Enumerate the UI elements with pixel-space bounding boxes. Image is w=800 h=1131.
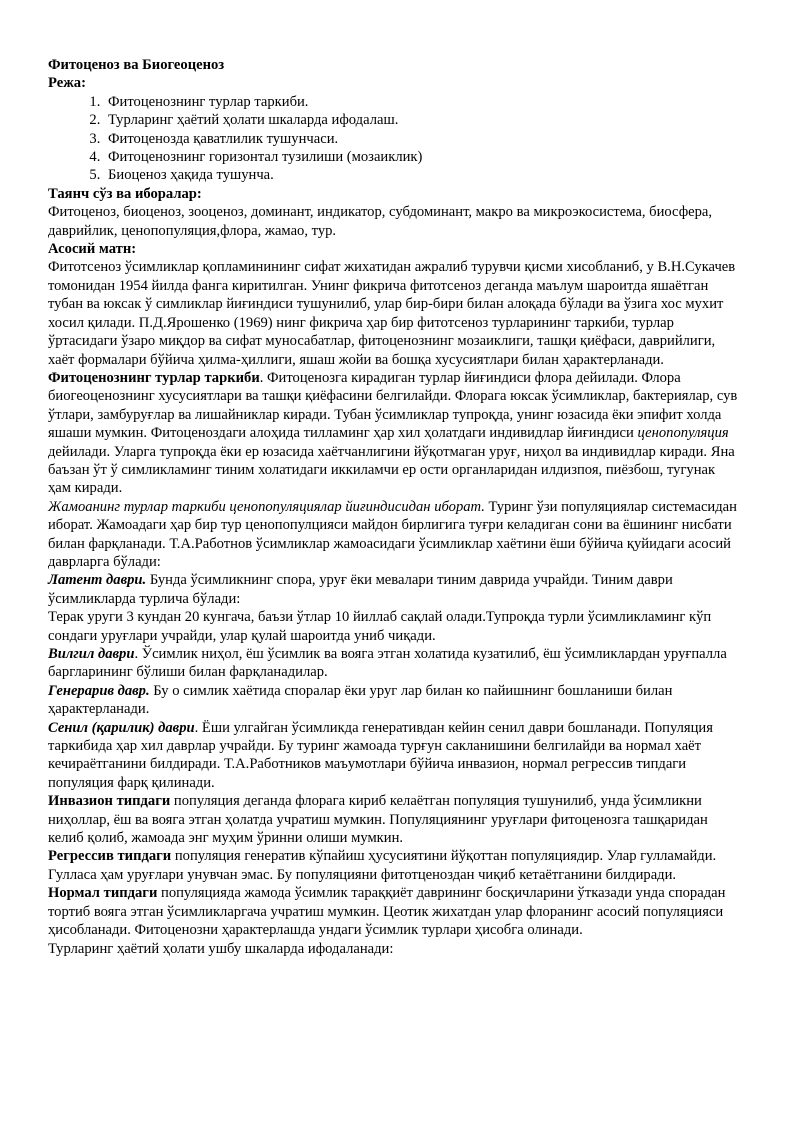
plan-heading: Режа: xyxy=(48,75,86,92)
term-bold-italic: Вилгил даври xyxy=(48,646,135,662)
term-bold-italic: Сенил (қарилик) даври xyxy=(48,719,195,736)
plan-item: 4. Фитоценознинг горизонтал тузилиши (мозаиклик) xyxy=(104,148,740,166)
plan-item: 1. Фитоценознинг турлар таркиби. xyxy=(104,93,740,111)
paragraph-text: . Ўсимлик ниҳол, ёш ўсимлик ва вояга этган холатида кузатилиб, ёш ўсимликлардан уруғпалла баргларининг бўлиши билан фарқланадилар. xyxy=(48,646,727,681)
paragraph-text: популяция деганда флорага кириб келаётган популяция тушунилиб, унда ўсимликни ниҳоллар, ёш ва вояга этган ҳолатда учратиш мумкин. Популяциянинг уруғлари фитоценозга ташқаридан келиб қолиб, жамоада энг муҳим ўринни олиши мумкин. xyxy=(48,793,708,847)
plan-list xyxy=(48,93,740,185)
paragraph-latent xyxy=(48,571,740,608)
document-title: Фитоценоз ва Биогеоценоз xyxy=(48,57,225,73)
paragraph-virgil xyxy=(48,645,740,682)
term-bold: Регрессив типдаги xyxy=(48,848,172,865)
paragraph-seeds: Терак уруги 3 кундан 20 кунгача, баъзи ўтлар 10 йиллаб сақлай олади.Тупроқда турли ўсимликламинг кўп сондаги уруғлари учрайди, улар қулай шароитда униб чиқади. xyxy=(48,609,712,644)
paragraph-text: . Ёши улгайган ўсимликда генеративдан кейин сенил даври бошланади. Популяция таркибида ҳар хил даврлар учрайди. Бу туринг жамоада турғун сакланишини белгилайди ва нормал хаёт кечираётганини билдиради. Т.А.Работников маъумотлари бўйича инвазион, нормал регрессив типдаги популяция фарқ қилинади. xyxy=(48,719,713,791)
term-italic: ценопопуляция xyxy=(637,425,729,442)
paragraph-text: популяцияда жамода ўсимлик тараққиёт даврининг босқичларини ўтказади унда спорадан тортиб вояга этган ўсимликларгача учратиш мумкин. Цеотик жихатдан улар флоранинг асосий популяцияси ҳисобланади. Фитоценозни ҳарактерлашда ундаги ўсимлик турлари ҳисобга олинади. xyxy=(48,885,726,939)
plan-item: 3. Фитоценозда қаватлилик тушунчаси. xyxy=(104,130,740,148)
paragraph-text: Туринг ўзи популяциялар системасидан иборат. Жамоадаги ҳар бир тур ценопопулцияси майдон бирлигига туғри келадиган сони ва ёшининг нисбати билан фарқланади. Т.А.Работнов ўсимликлар жамоасидаги ўсимликлар хаётини ёши бўйича қуйидаги асосий даврларга бўлади: xyxy=(48,498,737,570)
paragraph-senile xyxy=(48,719,740,793)
paragraph-text: популяция генератив кўпайиш ҳусусиятини йўқоттан популяциядир. Улар гулламайди. Гулласа ҳам уруғлари унувчан эмас. Бу популяцияни фитотценоздан чиқиб кетаётганини билдиради. xyxy=(48,848,717,883)
paragraph-community xyxy=(48,498,740,572)
term-bold-italic: Генерарив давр. xyxy=(48,682,150,699)
paragraph-regressive xyxy=(48,847,740,884)
paragraph-generative xyxy=(48,682,740,719)
paragraph-text: Бунда ўсимликнинг спора, уруғ ёки мевалари тиним даврида учрайди. Тиним даври ўсимликларда турлича бўлади: xyxy=(48,572,673,607)
term-bold-italic: Латент даври. xyxy=(48,572,147,589)
paragraph-text: . Фитоценозга кирадиган турлар йиғиндиси флора дейилади. Флора биогеоценознинг хусусиятлари ва ташқи қиёфасини белгилайди. Флорага юксак ўсимликлар, бактериялар, сув ўтлари, замбуруғлар ва лишайниклар киради. Тубан ўсимликлар тупроқда, унинг юзасида ёки эпифит холда яшаши мумкин. Фитоценоздаги алоҳида тилламинг ҳар хил ҳолатдаги индивидлар йиғиндиси xyxy=(48,369,738,442)
paragraph-normal xyxy=(48,884,740,939)
main-heading: Асосий матн: xyxy=(48,241,137,258)
keywords-heading: Таянч сўз ва иборалар: xyxy=(48,185,202,202)
plan-item: 5. Биоценоз ҳақида тушунча. xyxy=(104,166,740,184)
paragraph-text: Бу о симлик хаётида споралар ёки уруг лар билан ко пайишнинг бошланиши билан ҳарактерланади. xyxy=(48,682,673,718)
paragraph-text: дейилади. Уларга тупроқда ёки ер юзасида хаётчанлигини йўқотмаган уруғ, ниҳол ва индивидлар киради. Яна баъзан ўт ў симликламинг тиним холатидаги иккиламчи ер ости органларидан илдизпоя, пиёзбош, тугунак ҳам киради. xyxy=(48,443,735,497)
term-bold: Фитоценознинг турлар таркиби xyxy=(48,369,260,386)
paragraph-invasive xyxy=(48,792,740,847)
paragraph-species-composition xyxy=(48,369,740,498)
term-italic: Жамоанинг турлар таркиби ценопопуляциялар йиғиндисидан иборат. xyxy=(48,498,485,515)
keywords-text: Фитоценоз, биоценоз, зооценоз, доминант, индикатор, субдоминант, макро ва микроэкосистема, биосфера, даврийлик, ценопопуляция,флора, жамао, тур. xyxy=(48,204,713,239)
term-bold: Нормал типдаги xyxy=(48,885,158,902)
paragraph-scales: Турларинг ҳаётий ҳолати ушбу шкаларда ифодаланади: xyxy=(48,940,394,957)
paragraph-intro: Фитотсеноз ўсимликлар қопламинининг сифат жихатидан ажралиб турувчи қисми хисобланиб, у В.Н.Сукачев томонидан 1954 йилда фанга киритилган. Унинг фикрича фитотсеноз деганда маълум шароитда яшаётган тубан ва юксак ў симликлар йиғиндиси тушунилиб, улар бир-бири билан алоқада бўлади ва ўзига хос мухит хосил қилади. П.Д.Ярошенко (1969) нинг фикрича ҳар бир фитотсеноз турларининг таркиби, турлар ўртасидаги ўзаро миқдор ва сифат муносабатлар, фитоценознинг мозаиклиги, ташқи қиёфаси, даврийлиги, хаёт формалари бўйича ҳилма-ҳиллиги, яшаш жойи ва бошқа хусусиятлари билан ҳарактерланади. xyxy=(48,259,736,368)
plan-item: 2. Турларинг ҳаётий ҳолати шкаларда ифодалаш. xyxy=(104,111,740,129)
term-bold: Инвазион типдаги xyxy=(48,793,171,810)
